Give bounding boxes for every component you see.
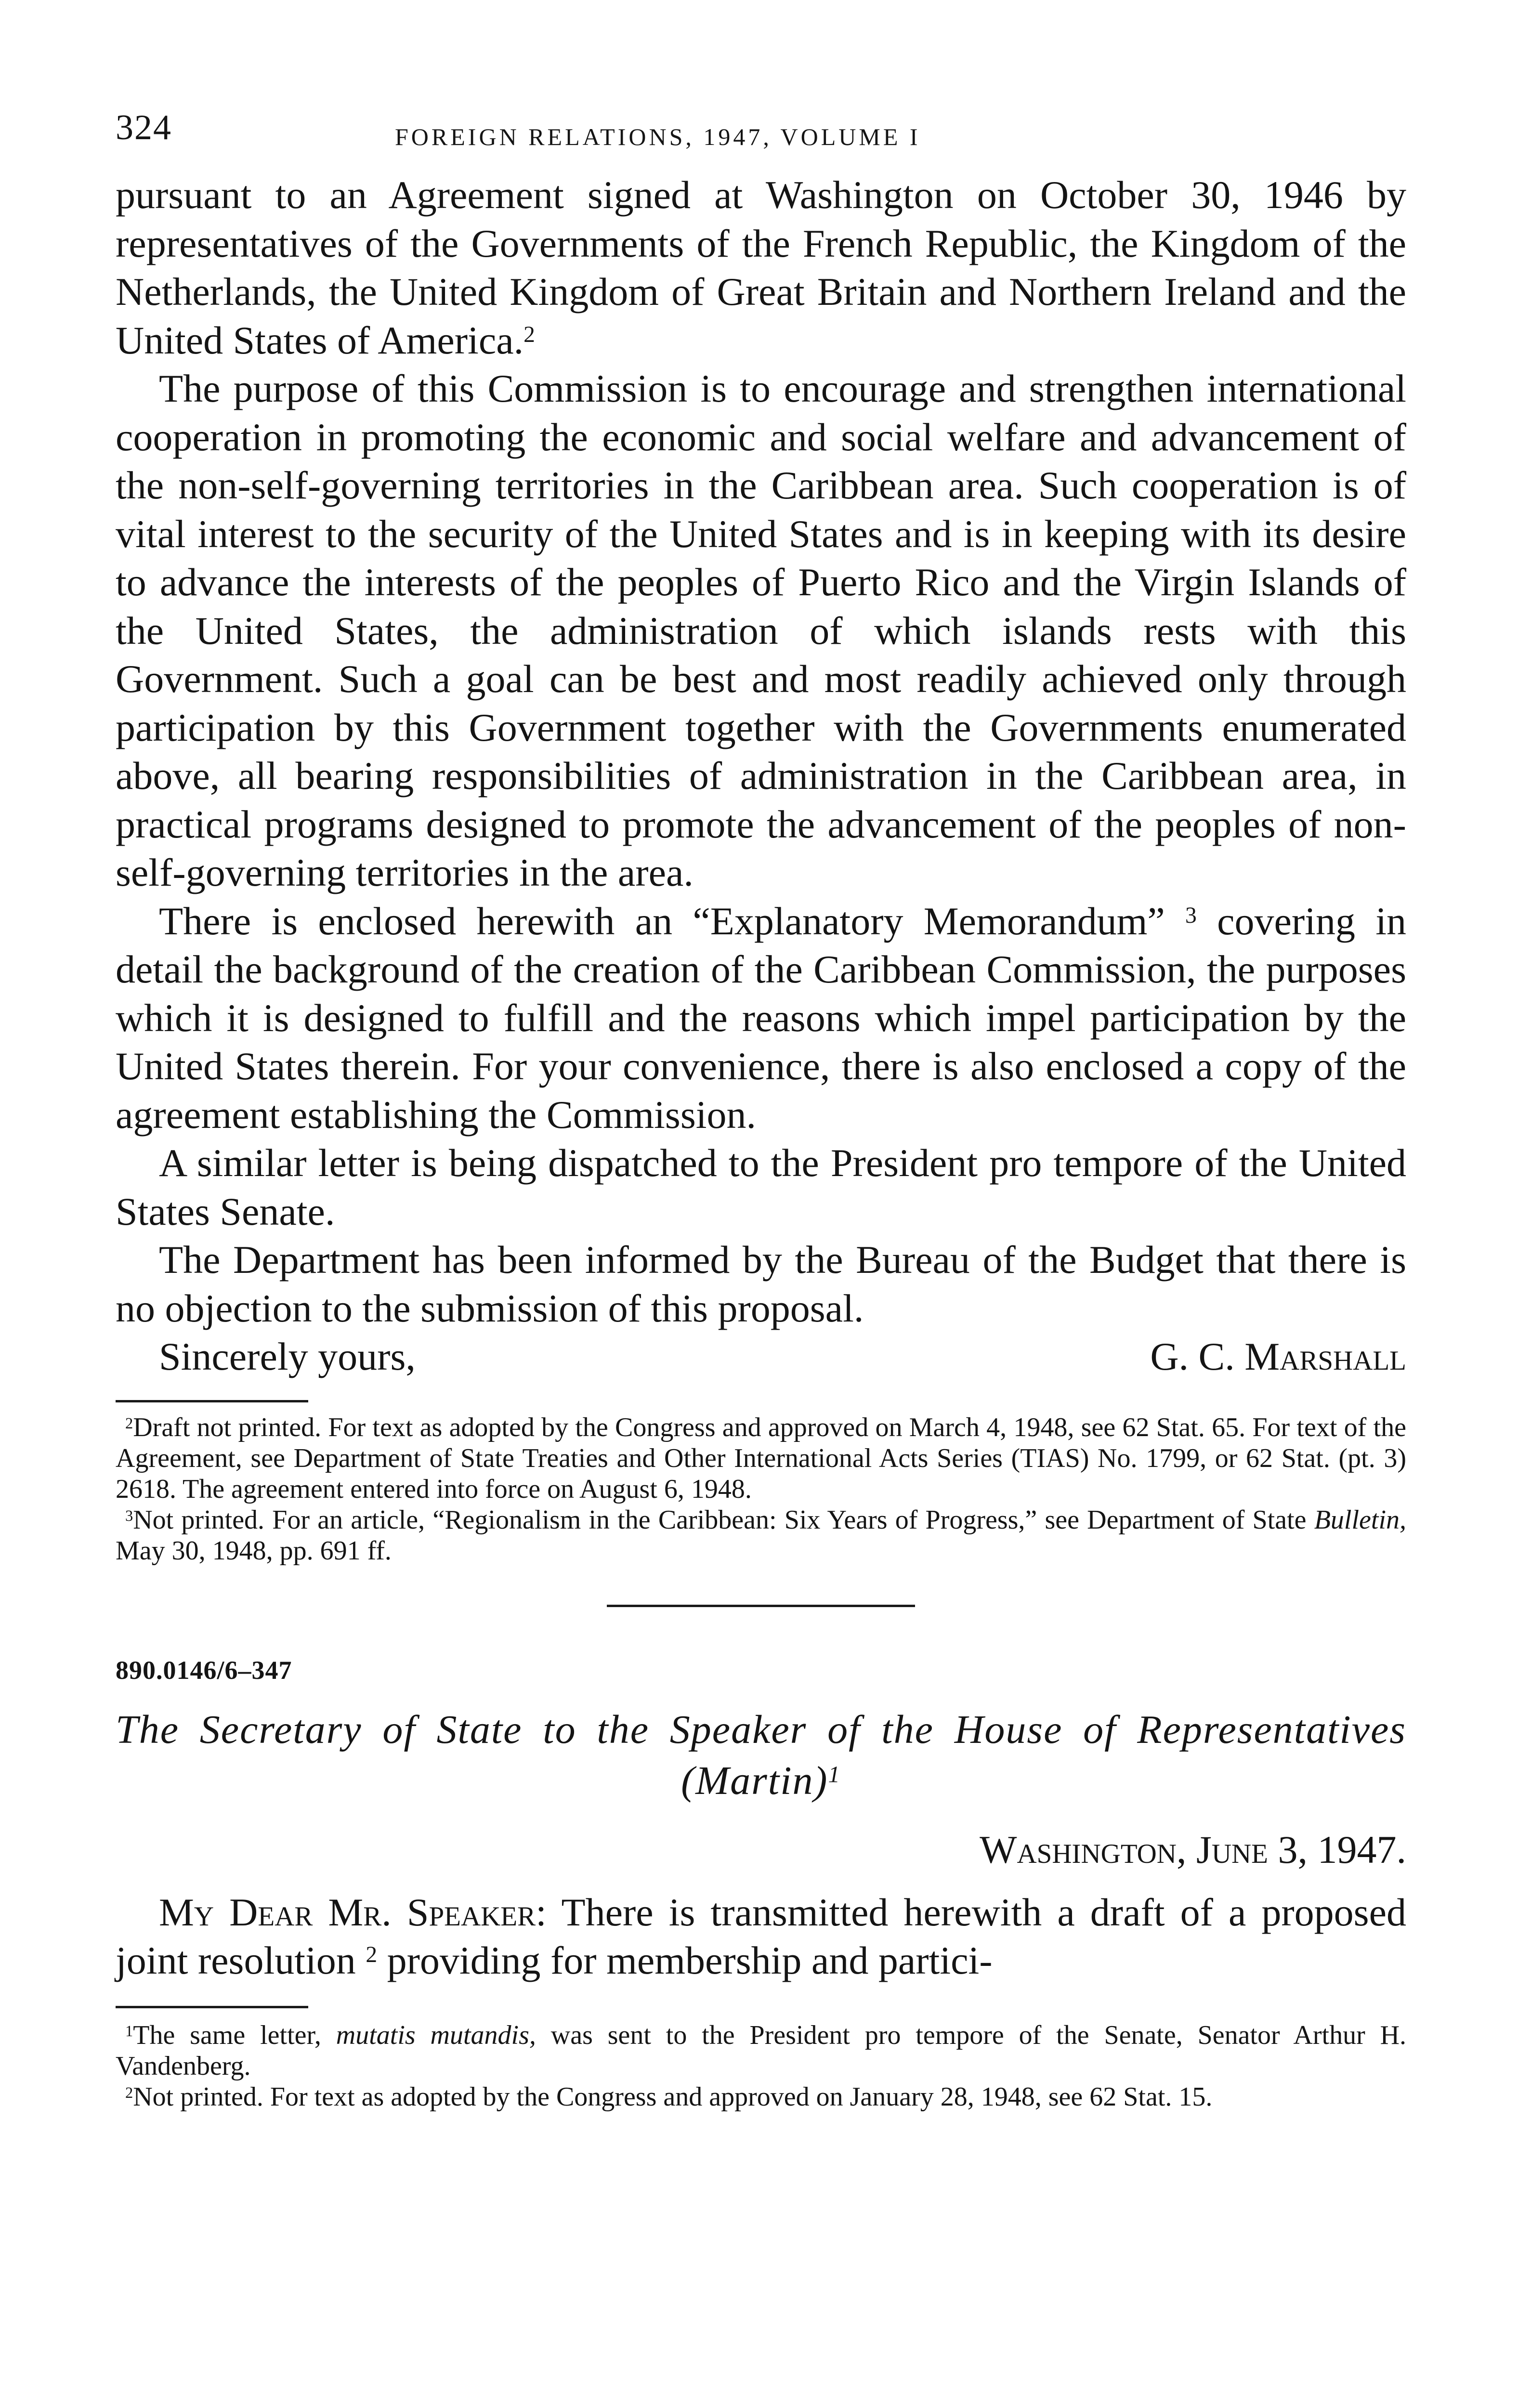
opening-paragraph: [116, 1888, 1406, 1985]
footnote-mark: 2: [125, 1414, 133, 1432]
footnotes-block-1: [116, 1412, 1406, 1566]
footnote-text: Not printed. For an article, “Regionalism in the Caribbean: Six Years of Progress,” see Department of State: [133, 1505, 1307, 1535]
footnote-divider: [116, 2006, 308, 2008]
footnote-ref: 1: [828, 1761, 841, 1788]
running-head: [116, 104, 1406, 157]
footnote: [116, 1505, 1406, 1566]
paragraph-3: [116, 897, 1406, 1139]
footnote: [116, 2081, 1406, 2112]
footnotes-block-2: [116, 2020, 1406, 2112]
footnote-italic: mutatis mutandis,: [336, 2020, 536, 2050]
paragraph-3-text-a: There is enclosed herewith an “Explanatory Memorandum”: [159, 899, 1165, 943]
footnote-divider: [116, 1400, 308, 1402]
paragraph-5: The Department has been informed by the Bureau of the Budget that there is no objection to the submission of this proposal.: [116, 1238, 1406, 1330]
page: [116, 104, 1406, 2112]
section-divider: [607, 1605, 915, 1607]
footnote-text: Draft not printed. For text as adopted by the Congress and approved on March 4, 1948, see 62 Stat. 65. For text of the Agreement, see Department of State Treaties and Other International Acts Series (TIAS) No. 1799, or 62 Stat. (pt. 3) 2618. The agreement entered into force on August 6, 1948.: [116, 1413, 1406, 1504]
footnote-mark: 2: [125, 2084, 133, 2102]
paragraph-2: The purpose of this Commission is to encourage and strengthen international cooperation in promoting the economic and social welfare and advancement of the non-self-governing territories in the Caribbean area. Such cooperation is of vital interest to the security of the United States and is in keeping with its desire to advance the interests of the peoples of Puerto Rico and the Virgin Islands of the United States, the administration of which islands rests with this Government. Such a goal can be best and most readily achieved only through participation by this Government together with the Governments enumerated above, all bearing responsibilities of administration in the Caribbean area, in practical programs designed to promote the advancement of the peoples of non-self-governing territories in the area.: [116, 366, 1406, 894]
footnote-text: was sent to the President pro tempore of the Senate, Senator Arthur H. Vandenberg.: [116, 2020, 1407, 2081]
dateline: Washington, June 3, 1947.: [980, 1828, 1406, 1871]
paragraph-3-text-b: covering in detail the background of the creation of the Caribbean Commission, the purposes which it is designed to fulfill and the reasons which impel participation by the United States therein. For your convenience, there is also enclosed a copy of the agreement establishing the Commission.: [116, 899, 1406, 1137]
paragraph-4: A similar letter is being dispatched to the President pro tempore of the United States Senate.: [116, 1141, 1406, 1233]
signature: G. C. Marshall: [1150, 1335, 1406, 1378]
document-title-text: The Secretary of State to the Speaker of the House of Representatives (Martin): [116, 1707, 1406, 1803]
footnote: [116, 1412, 1406, 1505]
document-title: [116, 1704, 1406, 1806]
opening-text-a: There is transmitted herewith a draft of a proposed joint resolution: [116, 1890, 1406, 1982]
footnote-ref: 2: [523, 322, 535, 347]
footnote-text: The same letter,: [133, 2020, 321, 2050]
file-number: 890.0146/6–347: [116, 1656, 292, 1685]
footnote-italic: Bulletin,: [1314, 1505, 1407, 1535]
paragraph-1: [116, 171, 1406, 365]
footnote-ref: 2: [366, 1942, 378, 1968]
footnote: [116, 2020, 1406, 2081]
paragraph-1-text: pursuant to an Agreement signed at Washington on October 30, 1946 by representatives of the Governments of the French Republic, the Kingdom of the Netherlands, the United Kingdom of Great Britain and Northern Ireland and the United States of America.: [116, 173, 1406, 362]
opening-text-b: providing for membership and partici-: [387, 1938, 993, 1982]
running-title: FOREIGN RELATIONS, 1947, VOLUME I: [395, 123, 921, 150]
closing-salutation: Sincerely yours,: [159, 1335, 416, 1378]
closing: [116, 1333, 1406, 1381]
letter-opening: [116, 1888, 1406, 1985]
footnote-mark: 3: [125, 1507, 133, 1525]
footnote-mark: 1: [125, 2022, 133, 2040]
footnote-text: Not printed. For text as adopted by the Congress and approved on January 28, 1948, see 62 Stat. 15.: [133, 2082, 1213, 2112]
footnote-text: May 30, 1948, pp. 691 ff.: [116, 1536, 392, 1566]
page-number: 324: [116, 108, 172, 147]
letter-salutation: My Dear Mr. Speaker:: [159, 1890, 547, 1934]
footnote-ref: 3: [1185, 903, 1197, 928]
letter-body: [116, 171, 1406, 1333]
